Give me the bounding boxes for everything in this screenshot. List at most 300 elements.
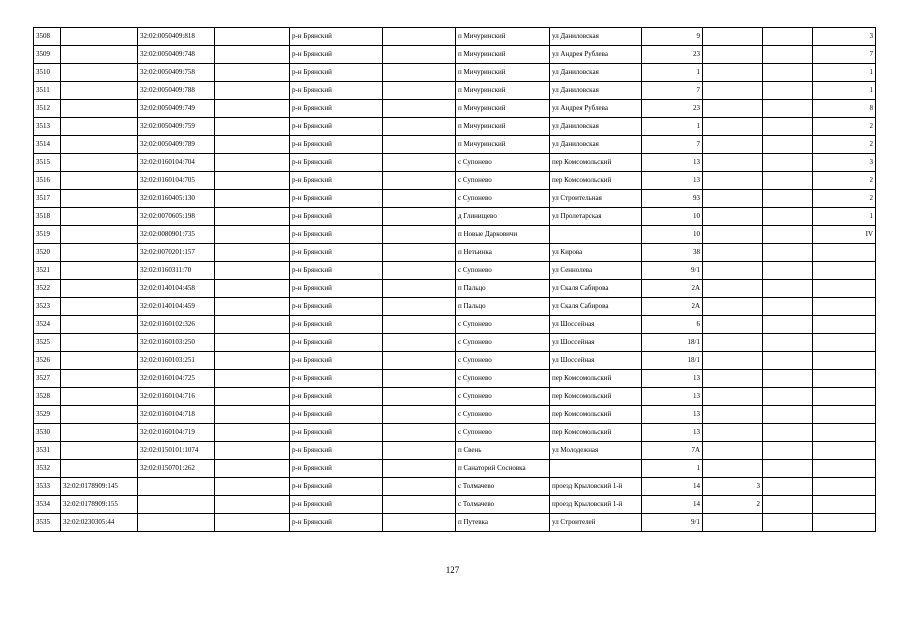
- cell-district: р-н Брянский: [290, 298, 383, 316]
- cell-cadastral-number-b: 32:02:0050409:748: [138, 46, 215, 64]
- cell-building: [703, 334, 763, 352]
- cell-street: ул Скаля Сабирова: [550, 298, 642, 316]
- cell-row-number: 3509: [34, 46, 61, 64]
- cell-cadastral-number-b: 32:02:0160104:704: [138, 154, 215, 172]
- cell-building: 2: [703, 496, 763, 514]
- cell-apartment: 3: [813, 154, 876, 172]
- cell-cadastral-number-a: [61, 424, 138, 442]
- cell-cadastral-number-b: 32:02:0150101:1074: [138, 442, 215, 460]
- table-row: [34, 154, 876, 172]
- cell-cadastral-number-b: 32:02:0160311:70: [138, 262, 215, 280]
- cell-settlement: с Супонево: [456, 316, 550, 334]
- table-body: [34, 28, 876, 532]
- table-row: [34, 334, 876, 352]
- cell-building: [703, 370, 763, 388]
- cell-empty-col: [215, 208, 290, 226]
- cell-empty-col-2: [383, 496, 456, 514]
- cell-building: [703, 154, 763, 172]
- cell-house-number: 23: [642, 100, 703, 118]
- cell-apartment: [813, 352, 876, 370]
- cell-cadastral-number-a: [61, 262, 138, 280]
- cell-district: р-н Брянский: [290, 46, 383, 64]
- cell-district: р-н Брянский: [290, 190, 383, 208]
- cell-empty-col-2: [383, 406, 456, 424]
- cell-cadastral-number-a: [61, 82, 138, 100]
- cell-apartment: [813, 244, 876, 262]
- cell-apartment: [813, 406, 876, 424]
- cell-building: [703, 352, 763, 370]
- cell-empty-col-2: [383, 460, 456, 478]
- cell-empty-col-2: [383, 334, 456, 352]
- cell-cadastral-number-a: 32:02:0178909:155: [61, 496, 138, 514]
- cell-settlement: п Мичуринский: [456, 118, 550, 136]
- cell-street: ул Шоссейная: [550, 352, 642, 370]
- cell-settlement: п Мичуринский: [456, 82, 550, 100]
- cell-empty-col-2: [383, 136, 456, 154]
- registry-table: [33, 27, 876, 532]
- cell-empty-col-2: [383, 190, 456, 208]
- cell-col-extra: [763, 298, 813, 316]
- cell-district: р-н Брянский: [290, 82, 383, 100]
- cell-cadastral-number-a: [61, 208, 138, 226]
- cell-house-number: 2А: [642, 280, 703, 298]
- cell-settlement: п Путевка: [456, 514, 550, 532]
- cell-cadastral-number-b: 32:02:0050409:749: [138, 100, 215, 118]
- cell-house-number: 93: [642, 190, 703, 208]
- cell-house-number: 13: [642, 388, 703, 406]
- cell-cadastral-number-a: [61, 352, 138, 370]
- cell-row-number: 3521: [34, 262, 61, 280]
- table-row: [34, 442, 876, 460]
- cell-cadastral-number-b: 32:02:0140104:458: [138, 280, 215, 298]
- cell-apartment: 8: [813, 100, 876, 118]
- cell-empty-col: [215, 514, 290, 532]
- cell-district: р-н Брянский: [290, 118, 383, 136]
- cell-cadastral-number-b: 32:02:0070201:157: [138, 244, 215, 262]
- table-row: [34, 100, 876, 118]
- cell-row-number: 3508: [34, 28, 61, 46]
- cell-district: р-н Брянский: [290, 370, 383, 388]
- cell-district: р-н Брянский: [290, 28, 383, 46]
- cell-apartment: [813, 424, 876, 442]
- table-row: [34, 82, 876, 100]
- cell-settlement: д Глинищево: [456, 208, 550, 226]
- cell-empty-col-2: [383, 298, 456, 316]
- cell-settlement: с Супонево: [456, 190, 550, 208]
- cell-building: [703, 190, 763, 208]
- cell-settlement: с Супонево: [456, 370, 550, 388]
- cell-apartment: 2: [813, 172, 876, 190]
- cell-district: р-н Брянский: [290, 64, 383, 82]
- cell-apartment: [813, 460, 876, 478]
- cell-empty-col-2: [383, 262, 456, 280]
- cell-cadastral-number-a: [61, 64, 138, 82]
- cell-street: ул Строительная: [550, 190, 642, 208]
- cell-row-number: 3530: [34, 424, 61, 442]
- cell-building: [703, 100, 763, 118]
- cell-empty-col: [215, 352, 290, 370]
- cell-col-extra: [763, 496, 813, 514]
- cell-cadastral-number-a: [61, 154, 138, 172]
- table-row: [34, 460, 876, 478]
- cell-settlement: с Толмачево: [456, 478, 550, 496]
- cell-settlement: п Новые Дарковичи: [456, 226, 550, 244]
- cell-empty-col: [215, 298, 290, 316]
- cell-street: ул Пролетарская: [550, 208, 642, 226]
- cell-row-number: 3528: [34, 388, 61, 406]
- cell-house-number: 1: [642, 460, 703, 478]
- cell-building: [703, 262, 763, 280]
- cell-col-extra: [763, 262, 813, 280]
- cell-house-number: 13: [642, 154, 703, 172]
- cell-district: р-н Брянский: [290, 172, 383, 190]
- cell-building: [703, 514, 763, 532]
- cell-cadastral-number-b: [138, 514, 215, 532]
- cell-street: пер Комсомольский: [550, 370, 642, 388]
- cell-apartment: IV: [813, 226, 876, 244]
- cell-house-number: 7: [642, 136, 703, 154]
- cell-empty-col: [215, 154, 290, 172]
- cell-cadastral-number-a: [61, 190, 138, 208]
- cell-building: [703, 46, 763, 64]
- cell-settlement: с Супонево: [456, 334, 550, 352]
- cell-house-number: 14: [642, 496, 703, 514]
- cell-cadastral-number-a: [61, 244, 138, 262]
- cell-col-extra: [763, 370, 813, 388]
- cell-apartment: [813, 298, 876, 316]
- table-row: [34, 190, 876, 208]
- cell-col-extra: [763, 172, 813, 190]
- table-row: [34, 172, 876, 190]
- cell-district: р-н Брянский: [290, 316, 383, 334]
- cell-settlement: п Мичуринский: [456, 100, 550, 118]
- cell-settlement: с Супонево: [456, 154, 550, 172]
- cell-row-number: 3516: [34, 172, 61, 190]
- cell-cadastral-number-b: 32:02:0160104:718: [138, 406, 215, 424]
- cell-empty-col: [215, 190, 290, 208]
- cell-cadastral-number-a: [61, 460, 138, 478]
- cell-district: р-н Брянский: [290, 100, 383, 118]
- cell-building: [703, 82, 763, 100]
- cell-cadastral-number-a: [61, 172, 138, 190]
- cell-empty-col-2: [383, 64, 456, 82]
- cell-settlement: п Нетьинка: [456, 244, 550, 262]
- cell-settlement: п Пальцо: [456, 280, 550, 298]
- cell-empty-col-2: [383, 352, 456, 370]
- cell-building: [703, 442, 763, 460]
- cell-house-number: 18/1: [642, 334, 703, 352]
- cell-house-number: 6: [642, 316, 703, 334]
- cell-apartment: [813, 370, 876, 388]
- cell-district: р-н Брянский: [290, 226, 383, 244]
- cell-col-extra: [763, 28, 813, 46]
- cell-col-extra: [763, 442, 813, 460]
- cell-street: ул Молодежная: [550, 442, 642, 460]
- cell-street: ул Скаля Сабирова: [550, 280, 642, 298]
- cell-street: ул Шоссейная: [550, 316, 642, 334]
- cell-empty-col-2: [383, 154, 456, 172]
- cell-district: р-н Брянский: [290, 514, 383, 532]
- cell-empty-col: [215, 100, 290, 118]
- table-row: [34, 496, 876, 514]
- cell-apartment: 2: [813, 190, 876, 208]
- cell-district: р-н Брянский: [290, 460, 383, 478]
- cell-street: ул Даниловская: [550, 82, 642, 100]
- cell-apartment: 2: [813, 136, 876, 154]
- cell-empty-col-2: [383, 208, 456, 226]
- cell-col-extra: [763, 388, 813, 406]
- cell-street: пер Комсомольский: [550, 424, 642, 442]
- cell-apartment: [813, 442, 876, 460]
- cell-apartment: [813, 514, 876, 532]
- cell-district: р-н Брянский: [290, 478, 383, 496]
- cell-col-extra: [763, 208, 813, 226]
- cell-building: [703, 406, 763, 424]
- cell-house-number: 10: [642, 226, 703, 244]
- table-row: [34, 370, 876, 388]
- cell-empty-col: [215, 136, 290, 154]
- cell-building: [703, 64, 763, 82]
- cell-empty-col-2: [383, 316, 456, 334]
- cell-row-number: 3510: [34, 64, 61, 82]
- cell-apartment: [813, 334, 876, 352]
- cell-empty-col: [215, 172, 290, 190]
- cell-empty-col: [215, 244, 290, 262]
- cell-apartment: [813, 496, 876, 514]
- cell-empty-col-2: [383, 244, 456, 262]
- cell-house-number: 13: [642, 370, 703, 388]
- cell-settlement: п Мичуринский: [456, 46, 550, 64]
- cell-col-extra: [763, 190, 813, 208]
- cell-empty-col-2: [383, 172, 456, 190]
- cell-house-number: 7А: [642, 442, 703, 460]
- cell-building: [703, 388, 763, 406]
- cell-street: ул Строителей: [550, 514, 642, 532]
- cell-district: р-н Брянский: [290, 244, 383, 262]
- cell-row-number: 3519: [34, 226, 61, 244]
- cell-col-extra: [763, 82, 813, 100]
- cell-col-extra: [763, 136, 813, 154]
- cell-apartment: 7: [813, 46, 876, 64]
- cell-district: р-н Брянский: [290, 208, 383, 226]
- cell-settlement: с Толмачево: [456, 496, 550, 514]
- cell-apartment: [813, 478, 876, 496]
- cell-cadastral-number-b: 32:02:0140104:459: [138, 298, 215, 316]
- cell-cadastral-number-a: [61, 100, 138, 118]
- cell-district: р-н Брянский: [290, 280, 383, 298]
- cell-row-number: 3520: [34, 244, 61, 262]
- cell-cadastral-number-a: [61, 316, 138, 334]
- cell-apartment: 1: [813, 82, 876, 100]
- cell-col-extra: [763, 424, 813, 442]
- cell-empty-col: [215, 424, 290, 442]
- cell-cadastral-number-b: 32:02:0050409:759: [138, 118, 215, 136]
- cell-row-number: 3512: [34, 100, 61, 118]
- cell-settlement: с Супонево: [456, 388, 550, 406]
- cell-col-extra: [763, 100, 813, 118]
- cell-street: ул Кирова: [550, 244, 642, 262]
- cell-street: ул Даниловская: [550, 64, 642, 82]
- cell-building: 3: [703, 478, 763, 496]
- cell-empty-col-2: [383, 478, 456, 496]
- cell-apartment: [813, 280, 876, 298]
- cell-cadastral-number-b: 32:02:0160102:326: [138, 316, 215, 334]
- cell-row-number: 3526: [34, 352, 61, 370]
- cell-empty-col-2: [383, 370, 456, 388]
- cell-settlement: с Супонево: [456, 406, 550, 424]
- cell-col-extra: [763, 352, 813, 370]
- cell-district: р-н Брянский: [290, 442, 383, 460]
- cell-settlement: п Свень: [456, 442, 550, 460]
- cell-col-extra: [763, 478, 813, 496]
- cell-col-extra: [763, 460, 813, 478]
- cell-col-extra: [763, 244, 813, 262]
- cell-empty-col: [215, 28, 290, 46]
- cell-cadastral-number-a: [61, 406, 138, 424]
- cell-house-number: 13: [642, 406, 703, 424]
- cell-empty-col-2: [383, 424, 456, 442]
- cell-cadastral-number-b: 32:02:0160104:719: [138, 424, 215, 442]
- cell-street: ул Даниловская: [550, 136, 642, 154]
- cell-street: ул Даниловская: [550, 118, 642, 136]
- cell-building: [703, 208, 763, 226]
- cell-district: р-н Брянский: [290, 262, 383, 280]
- cell-district: р-н Брянский: [290, 352, 383, 370]
- cell-row-number: 3531: [34, 442, 61, 460]
- cell-house-number: 9: [642, 28, 703, 46]
- cell-street: пер Комсомольский: [550, 172, 642, 190]
- cell-row-number: 3514: [34, 136, 61, 154]
- cell-settlement: п Пальцо: [456, 298, 550, 316]
- cell-apartment: 2: [813, 118, 876, 136]
- cell-row-number: 3532: [34, 460, 61, 478]
- cell-cadastral-number-b: 32:02:0160104:716: [138, 388, 215, 406]
- cell-house-number: 1: [642, 118, 703, 136]
- cell-building: [703, 226, 763, 244]
- cell-empty-col-2: [383, 514, 456, 532]
- cell-building: [703, 460, 763, 478]
- cell-house-number: 7: [642, 82, 703, 100]
- table-row: [34, 352, 876, 370]
- cell-row-number: 3535: [34, 514, 61, 532]
- cell-cadastral-number-a: [61, 118, 138, 136]
- cell-street: пер Комсомольский: [550, 406, 642, 424]
- cell-house-number: 13: [642, 172, 703, 190]
- cell-district: р-н Брянский: [290, 136, 383, 154]
- cell-street: проезд Крыловский 1-й: [550, 496, 642, 514]
- table-row: [34, 478, 876, 496]
- cell-house-number: 23: [642, 46, 703, 64]
- table-row: [34, 64, 876, 82]
- cell-empty-col: [215, 370, 290, 388]
- cell-empty-col-2: [383, 442, 456, 460]
- cell-settlement: п Мичуринский: [456, 136, 550, 154]
- cell-empty-col: [215, 334, 290, 352]
- cell-apartment: 1: [813, 208, 876, 226]
- cell-apartment: [813, 316, 876, 334]
- cell-cadastral-number-a: [61, 298, 138, 316]
- cell-building: [703, 118, 763, 136]
- table-row: [34, 262, 876, 280]
- cell-cadastral-number-a: [61, 136, 138, 154]
- cell-row-number: 3533: [34, 478, 61, 496]
- cell-cadastral-number-a: [61, 46, 138, 64]
- cell-col-extra: [763, 280, 813, 298]
- cell-empty-col: [215, 64, 290, 82]
- cell-col-extra: [763, 514, 813, 532]
- cell-empty-col-2: [383, 46, 456, 64]
- cell-house-number: 14: [642, 478, 703, 496]
- cell-col-extra: [763, 64, 813, 82]
- cell-street: ул Даниловская: [550, 28, 642, 46]
- cell-house-number: 2А: [642, 298, 703, 316]
- cell-street: пер Комсомольский: [550, 388, 642, 406]
- cell-empty-col-2: [383, 100, 456, 118]
- cell-empty-col: [215, 262, 290, 280]
- cell-settlement: с Супонево: [456, 352, 550, 370]
- cell-cadastral-number-b: 32:02:0160104:705: [138, 172, 215, 190]
- cell-row-number: 3513: [34, 118, 61, 136]
- cell-empty-col: [215, 280, 290, 298]
- cell-empty-col-2: [383, 226, 456, 244]
- table-row: [34, 226, 876, 244]
- cell-building: [703, 172, 763, 190]
- cell-cadastral-number-b: 32:02:0070605:198: [138, 208, 215, 226]
- cell-street: [550, 460, 642, 478]
- cell-house-number: 18/1: [642, 352, 703, 370]
- cell-cadastral-number-a: [61, 280, 138, 298]
- cell-row-number: 3518: [34, 208, 61, 226]
- cell-row-number: 3515: [34, 154, 61, 172]
- cell-empty-col: [215, 46, 290, 64]
- cell-cadastral-number-b: [138, 496, 215, 514]
- cell-empty-col: [215, 118, 290, 136]
- cell-cadastral-number-b: 32:02:0160103:251: [138, 352, 215, 370]
- cell-row-number: 3511: [34, 82, 61, 100]
- table-row: [34, 118, 876, 136]
- cell-cadastral-number-a: [61, 226, 138, 244]
- cell-cadastral-number-a: [61, 334, 138, 352]
- cell-empty-col: [215, 82, 290, 100]
- cell-cadastral-number-a: 32:02:0178909:145: [61, 478, 138, 496]
- cell-row-number: 3525: [34, 334, 61, 352]
- cell-cadastral-number-b: 32:02:0160104:725: [138, 370, 215, 388]
- cell-cadastral-number-b: 32:02:0160103:250: [138, 334, 215, 352]
- cell-building: [703, 244, 763, 262]
- cell-street: ул Сеннолева: [550, 262, 642, 280]
- cell-district: р-н Брянский: [290, 424, 383, 442]
- cell-cadastral-number-b: [138, 478, 215, 496]
- cell-row-number: 3522: [34, 280, 61, 298]
- cell-empty-col-2: [383, 118, 456, 136]
- table-row: [34, 208, 876, 226]
- cell-empty-col: [215, 388, 290, 406]
- cell-house-number: 9/1: [642, 514, 703, 532]
- cell-settlement: п Мичуринский: [456, 64, 550, 82]
- cell-empty-col-2: [383, 82, 456, 100]
- cell-building: [703, 28, 763, 46]
- cell-cadastral-number-b: 32:02:0050409:789: [138, 136, 215, 154]
- table-row: [34, 136, 876, 154]
- cell-cadastral-number-b: 32:02:0160405:130: [138, 190, 215, 208]
- cell-district: р-н Брянский: [290, 388, 383, 406]
- cell-col-extra: [763, 154, 813, 172]
- cell-district: р-н Брянский: [290, 154, 383, 172]
- cell-cadastral-number-a: [61, 388, 138, 406]
- cell-street: ул Шоссейная: [550, 334, 642, 352]
- cell-cadastral-number-b: 32:02:0150701:262: [138, 460, 215, 478]
- cell-empty-col: [215, 226, 290, 244]
